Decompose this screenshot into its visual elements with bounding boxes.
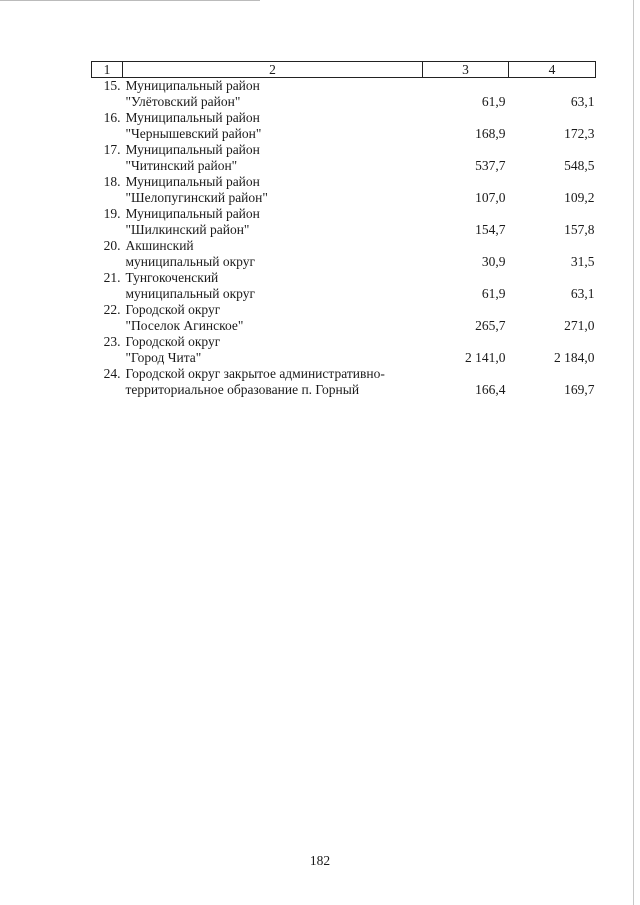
row-name-line-2: "Город Чита" bbox=[125, 350, 202, 365]
row-value-col3: 61,9 bbox=[481, 94, 506, 109]
table-row bbox=[92, 142, 596, 174]
row-value-col4: 63,1 bbox=[570, 94, 595, 109]
column-header-4: 4 bbox=[509, 62, 596, 78]
row-name-line-1: Муниципальный район bbox=[125, 174, 260, 189]
table-row bbox=[92, 174, 596, 206]
row-name bbox=[123, 302, 423, 334]
row-number: 17. bbox=[103, 142, 121, 157]
scan-edge-rule bbox=[633, 0, 634, 905]
row-number: 21. bbox=[103, 270, 121, 285]
row-name bbox=[123, 238, 423, 270]
row-name-line-1: Муниципальный район bbox=[125, 206, 260, 221]
row-name-line-2: муниципальный округ bbox=[125, 286, 255, 301]
row-value-col3: 537,7 bbox=[475, 158, 506, 173]
row-value-col4: 2 184,0 bbox=[554, 350, 595, 365]
row-number: 16. bbox=[103, 110, 121, 125]
table-row bbox=[92, 206, 596, 238]
column-header-2: 2 bbox=[123, 62, 423, 78]
row-name-line-1: Муниципальный район bbox=[125, 78, 260, 93]
row-value-col3: 154,7 bbox=[475, 222, 506, 237]
row-number: 22. bbox=[103, 302, 121, 317]
row-value-col3: 61,9 bbox=[481, 286, 506, 301]
table-row bbox=[92, 110, 596, 142]
row-name-line-2: "Улётовский район" bbox=[125, 94, 241, 109]
row-name-line-2: муниципальный округ bbox=[125, 254, 255, 269]
row-name bbox=[123, 366, 423, 398]
row-name bbox=[123, 174, 423, 206]
row-value-col3: 2 141,0 bbox=[465, 350, 506, 365]
row-value-col4: 169,7 bbox=[564, 382, 595, 397]
row-name-line-2: "Поселок Агинское" bbox=[125, 318, 244, 333]
row-number: 15. bbox=[103, 78, 121, 93]
row-name bbox=[123, 270, 423, 302]
row-value-col4: 271,0 bbox=[564, 318, 595, 333]
row-value-col4: 63,1 bbox=[570, 286, 595, 301]
row-number: 19. bbox=[103, 206, 121, 221]
row-value-col4: 548,5 bbox=[564, 158, 595, 173]
row-number: 20. bbox=[103, 238, 121, 253]
table-row bbox=[92, 302, 596, 334]
row-value-col3: 265,7 bbox=[475, 318, 506, 333]
page-number: 182 bbox=[309, 853, 331, 868]
row-name bbox=[123, 334, 423, 366]
row-name-line-1: Городской округ bbox=[125, 302, 221, 317]
row-name bbox=[123, 206, 423, 238]
row-name-line-1: Муниципальный район bbox=[125, 142, 260, 157]
row-name-line-1: Муниципальный район bbox=[125, 110, 260, 125]
row-value-col4: 157,8 bbox=[564, 222, 595, 237]
data-table bbox=[91, 61, 596, 398]
row-name-line-2: "Шелопугинский район" bbox=[125, 190, 268, 205]
table-row bbox=[92, 334, 596, 366]
column-header-3: 3 bbox=[423, 62, 509, 78]
row-value-col4: 31,5 bbox=[570, 254, 595, 269]
row-value-col4: 172,3 bbox=[564, 126, 595, 141]
row-name-line-2: "Читинский район" bbox=[125, 158, 238, 173]
row-number: 18. bbox=[103, 174, 121, 189]
row-name-line-2: территориальное образование п. Горный bbox=[125, 382, 360, 397]
table-row bbox=[92, 238, 596, 270]
table-row bbox=[92, 366, 596, 398]
row-name-line-2: "Шилкинский район" bbox=[125, 222, 250, 237]
row-name bbox=[123, 110, 423, 142]
row-name-line-1: Городской округ bbox=[125, 334, 221, 349]
row-number: 23. bbox=[103, 334, 121, 349]
row-value-col4: 109,2 bbox=[564, 190, 595, 205]
row-name-line-1: Городской округ закрытое административно- bbox=[125, 366, 385, 381]
table-row bbox=[92, 270, 596, 302]
row-name-line-1: Тунгокоченский bbox=[125, 270, 219, 285]
row-value-col3: 168,9 bbox=[475, 126, 506, 141]
row-number: 24. bbox=[103, 366, 121, 381]
row-name bbox=[123, 78, 423, 111]
table-container bbox=[91, 61, 595, 398]
row-name bbox=[123, 142, 423, 174]
row-name-line-1: Акшинский bbox=[125, 238, 194, 253]
row-value-col3: 30,9 bbox=[481, 254, 506, 269]
scan-top-rule bbox=[0, 0, 260, 3]
table-header-row bbox=[92, 62, 596, 78]
table-row bbox=[92, 78, 596, 111]
row-value-col3: 107,0 bbox=[475, 190, 506, 205]
row-value-col3: 166,4 bbox=[475, 382, 506, 397]
column-header-1: 1 bbox=[92, 62, 123, 78]
row-name-line-2: "Чернышевский район" bbox=[125, 126, 262, 141]
